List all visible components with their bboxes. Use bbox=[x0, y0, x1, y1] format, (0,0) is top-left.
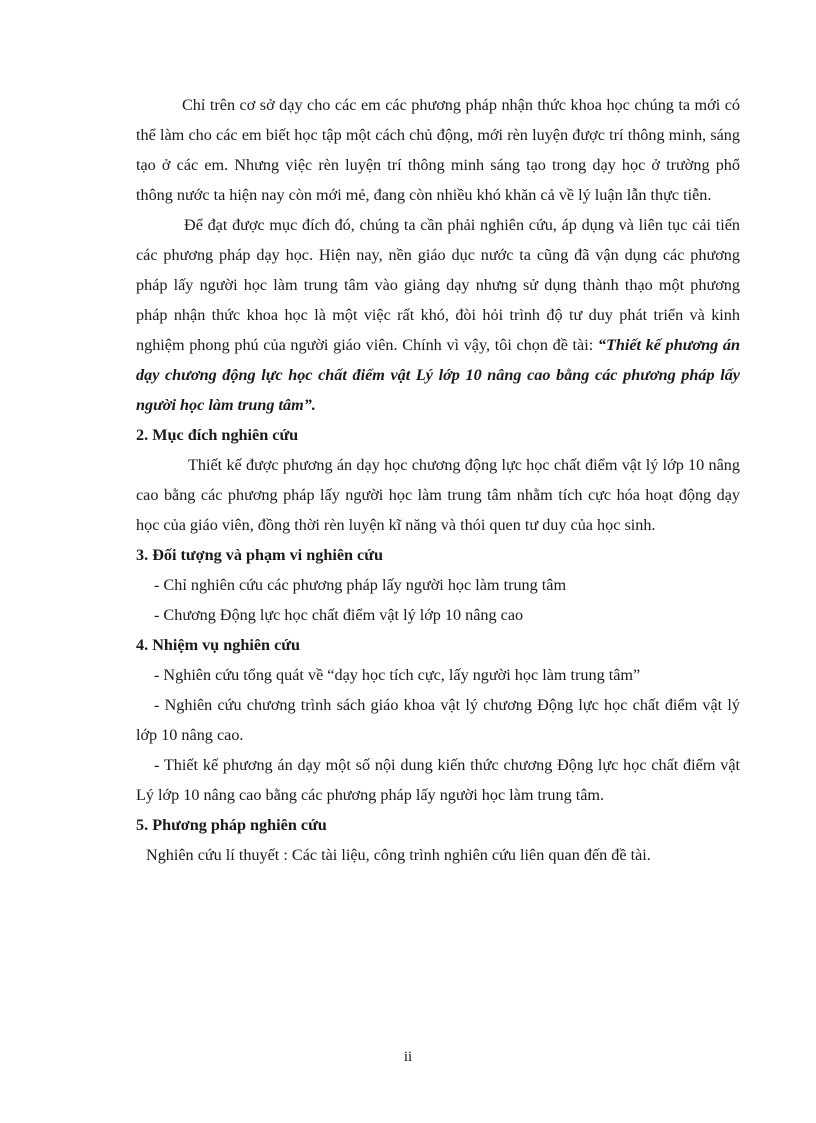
section-2-body: Thiết kế được phương án dạy học chương động lực học chất điểm vật lý lớp 10 nâng cao bằng các phương pháp lấy người học làm trung tâm nhằm tích cực hóa hoạt động dạy học của giáo viên, đồng thời rèn luyện kĩ năng và thói quen tư duy của học sinh. bbox=[136, 456, 740, 534]
intro-paragraph-2 bbox=[136, 210, 740, 420]
section-4-heading: 4. Nhiệm vụ nghiên cứu bbox=[136, 636, 300, 654]
section-5-heading: 5. Phương pháp nghiên cứu bbox=[136, 816, 327, 834]
section-4-item-3: - Thiết kế phương án dạy một số nội dung kiến thức chương Động lực học chất điểm vật Lý lớp 10 nâng cao bằng các phương pháp lấy người học làm trung tâm. bbox=[136, 756, 740, 804]
intro-paragraph-1: Chỉ trên cơ sở dạy cho các em các phương pháp nhận thức khoa học chúng ta mới có thể làm cho các em biết học tập một cách chủ động, mới rèn luyện được trí thông minh, sáng tạo ở các em. Nhưng việc rèn luyện trí thông minh sáng tạo trong dạy học ở trường phổ thông nước ta hiện nay còn mới mẻ, đang còn nhiều khó khăn cả về lý luận lẫn thực tiễn. bbox=[136, 96, 740, 204]
thesis-topic-title: “Thiết kế phương án dạy chương động lực học chất điểm vật Lý lớp 10 nâng cao bằng các phương pháp lấy người học làm trung tâm”. bbox=[136, 336, 740, 414]
page-number: ii bbox=[403, 1049, 413, 1065]
section-2-heading: 2. Mục đích nghiên cứu bbox=[136, 426, 299, 444]
document-page bbox=[136, 90, 740, 870]
section-5-body: Nghiên cứu lí thuyết : Các tài liệu, công trình nghiên cứu liên quan đến đề tài. bbox=[146, 846, 651, 864]
section-3-heading: 3. Đối tượng và phạm vi nghiên cứu bbox=[136, 546, 383, 564]
section-3-item-1: - Chỉ nghiên cứu các phương pháp lấy người học làm trung tâm bbox=[154, 576, 567, 594]
section-4-item-2: - Nghiên cứu chương trình sách giáo khoa vật lý chương Động lực học chất điểm vật lý lớp 10 nâng cao. bbox=[136, 696, 740, 744]
section-3-item-2: - Chương Động lực học chất điểm vật lý lớp 10 nâng cao bbox=[154, 606, 524, 624]
intro-paragraph-2-text: Để đạt được mục đích đó, chúng ta cần phải nghiên cứu, áp dụng và liên tục cải tiến các phương pháp dạy học. Hiện nay, nền giáo dục nước ta cũng đã vận dụng các phương pháp lấy người học làm trung tâm vào giảng dạy nhưng sử dụng thành thạo một phương pháp nhận thức khoa học là một việc rất khó, đòi hỏi trình độ tư duy phát triển và kinh nghiệm phong phú của người giáo viên. Chính vì vậy, tôi chọn đề tài: bbox=[136, 216, 740, 354]
section-4-item-1: - Nghiên cứu tổng quát về “dạy học tích cực, lấy người học làm trung tâm” bbox=[154, 666, 641, 684]
